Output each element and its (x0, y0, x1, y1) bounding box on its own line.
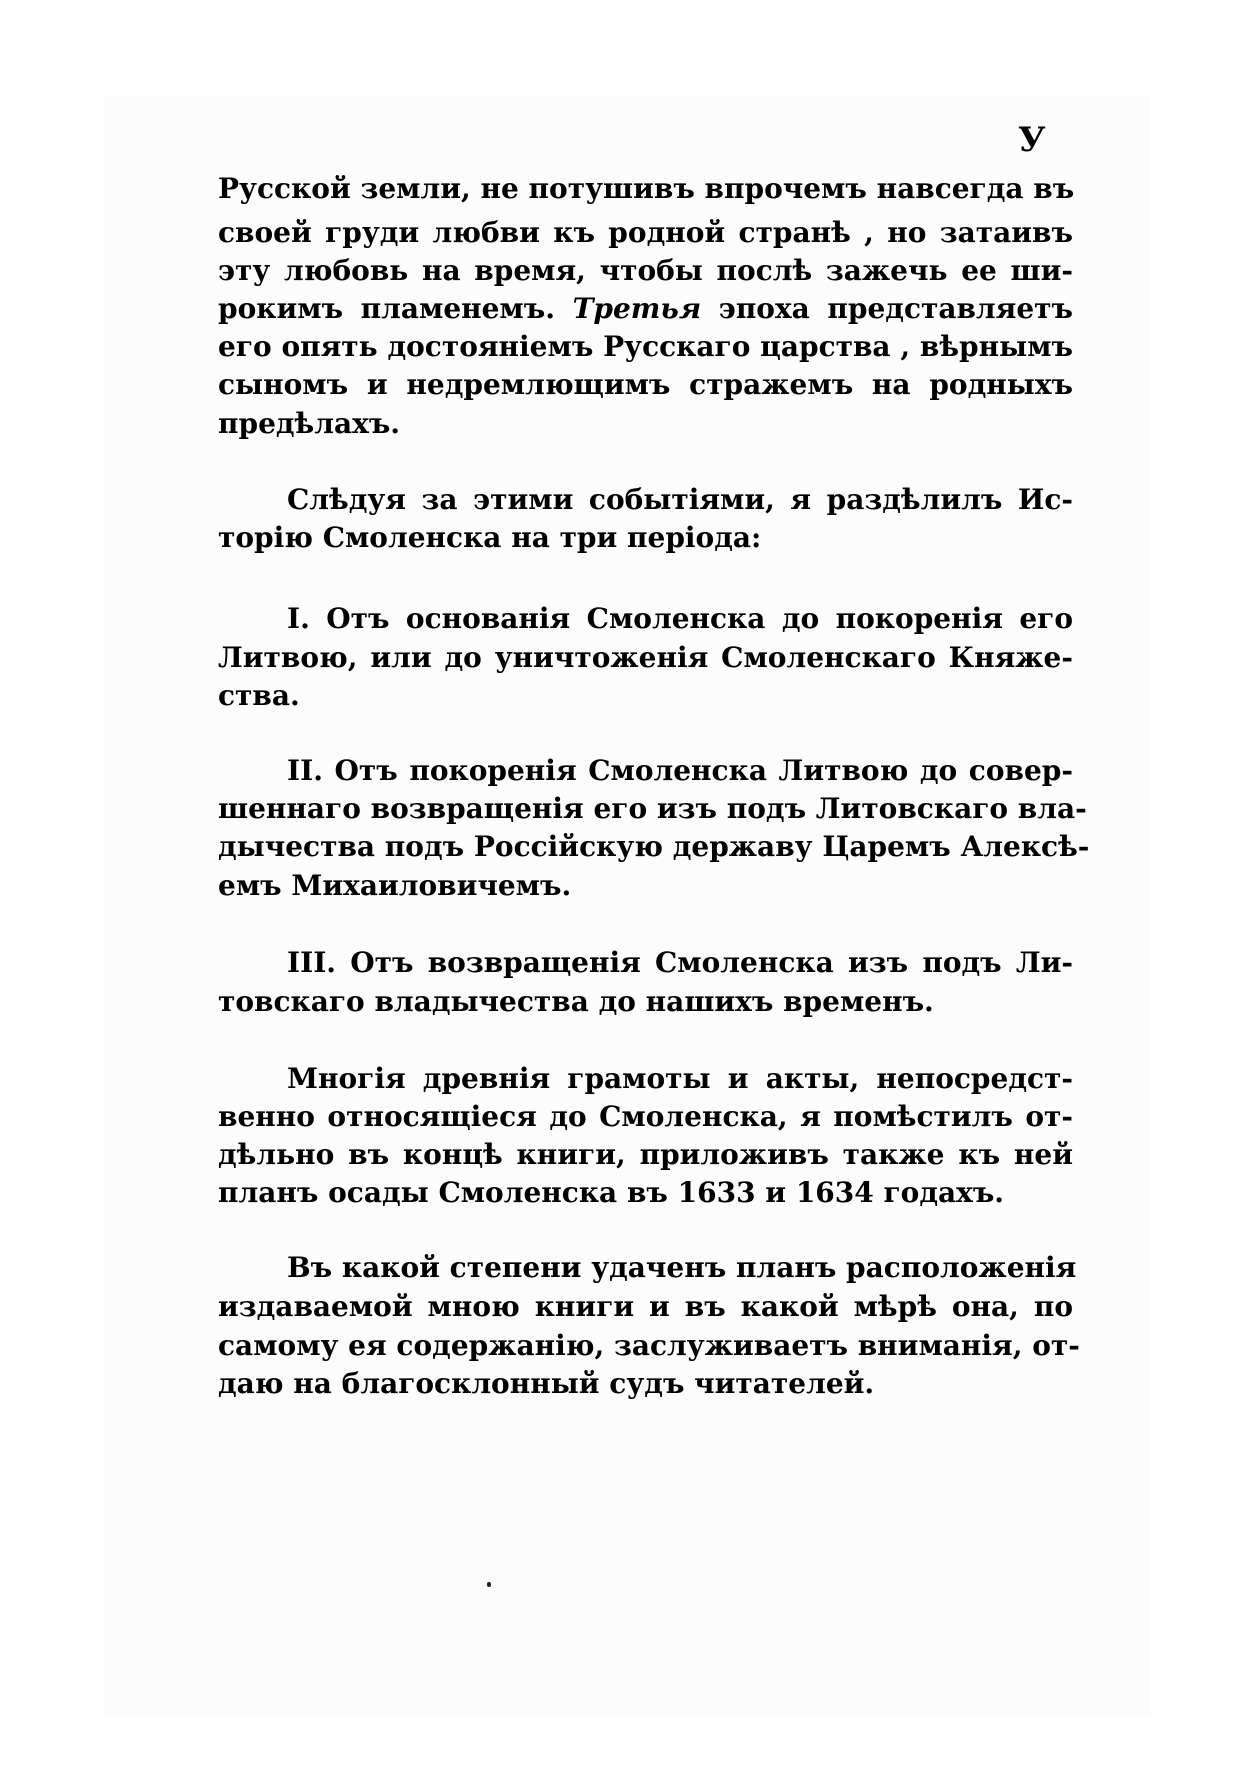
text-line: дычества подъ Россійскую державу Царемъ Алексѣ- (218, 830, 1090, 863)
text-line: сыномъ и недремлющимъ стражемъ на родныхъ (218, 368, 1073, 401)
text-line: Многія древнія грамоты и акты, непосредст- (287, 1062, 1073, 1095)
text-line: ства. (218, 679, 300, 712)
text-line: Литвою, или до уничтоженія Смоленскаго Княже- (218, 641, 1073, 674)
text-line: своей груди любви къ родной странѣ , но затаивъ (218, 216, 1073, 249)
text-line: эту любовь на время, чтобы послѣ зажечь ее ши- (218, 254, 1073, 287)
text-line: его опять достояніемъ Русскаго царства , вѣрнымъ (218, 330, 1073, 363)
text-line: емъ Михаиловичемъ. (218, 869, 572, 902)
page-number: У (1018, 120, 1046, 160)
text-line: II. Отъ покоренія Смоленска Литвою до совер- (287, 754, 1073, 787)
text-line: III. Отъ возвращенія Смоленска изъ подъ Ли- (287, 946, 1073, 979)
text-line: самому ея содержанію, заслуживаетъ вниманія, от- (218, 1329, 1080, 1362)
text-line: венно относящіеся до Смоленска, я помѣстилъ от- (218, 1100, 1073, 1133)
text-line: даю на благосклонный судъ читателей. (218, 1367, 875, 1400)
ink-speck (487, 1582, 491, 1587)
text-line: планъ осады Смоленска въ 1633 и 1634 годахъ. (218, 1176, 1005, 1209)
emphasized-word: Третья (572, 292, 702, 325)
text-line: I. Отъ основанія Смоленска до покоренія его (287, 602, 1073, 635)
text-line: издаваемой мною книги и въ какой мѣрѣ она, по (218, 1290, 1073, 1323)
text-line: Въ какой степени удаченъ планъ расположенія (287, 1251, 1077, 1284)
text-line: торію Смоленска на три періода: (218, 521, 762, 554)
text-line: предѣлахъ. (218, 407, 401, 440)
text-segment: рокимъ пламенемъ. (218, 292, 555, 325)
text-segment: эпоха представляетъ (718, 292, 1074, 325)
text-line: дѣльно въ концѣ книги, приложивъ также къ ней (218, 1138, 1073, 1171)
text-line: шеннаго возвращенія его изъ подъ Литовскаго вла- (218, 792, 1087, 825)
text-line: Русской земли, не потушивъ впрочемъ навсегда въ (218, 172, 1075, 205)
text-line: Слѣдуя за этими событіями, я раздѣлилъ Ис- (287, 483, 1073, 516)
text-line: товскаго владычества до нашихъ временъ. (218, 985, 934, 1018)
